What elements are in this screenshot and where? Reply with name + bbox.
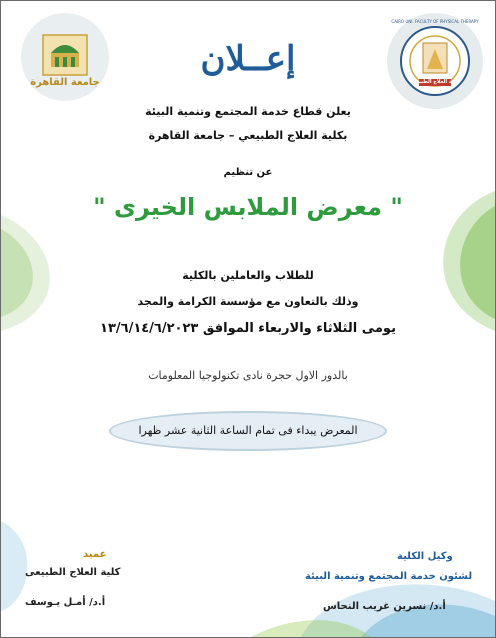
audience-line: للطلاب والعاملين بالكلية <box>182 269 314 282</box>
logo-left-label: جامعة القاهرة <box>30 77 100 88</box>
logo-right-ring-text: CAIRO UNI. FACULTY OF PHYSICAL THERAPY <box>391 19 479 24</box>
vice-dean-name: أ.د/ نسرين غريب النحاس <box>323 601 446 612</box>
sector-announcement-line: يعلن قطاع خدمة المجتمع وتنمية البيئة <box>145 105 351 118</box>
dean-name: أ.د/ أمـل يـوسف <box>25 597 106 608</box>
partner-line: وذلك بالتعاون مع مؤسسة الكرامة والمجد <box>137 295 359 308</box>
event-headline: " معرض الملابس الخيرى " <box>93 193 403 221</box>
dean-role: عميد <box>83 549 107 560</box>
vice-dean-role: وكيل الكلية <box>397 551 453 562</box>
start-time-line: المعرض يبداء فى تمام الساعة الثانية عشر ظهرا <box>138 424 358 437</box>
logo-right-label: كلية العلاج الطبيعي <box>411 79 459 85</box>
dean-org: كلية العلاج الطبيعى <box>25 567 121 578</box>
vice-dean-org: لشئون خدمة المجتمع وتنمية البيئة <box>305 571 473 582</box>
date-line: يومى الثلاثاء والاربعاء الموافق ١٣/٦/١٤/٦/٢٠٢٣ <box>100 321 396 336</box>
organizing-line: عن تنظيم <box>223 167 273 178</box>
location-line: بالدور الاول حجرة نادى تكنولوجيا المعلومات <box>148 369 348 382</box>
announcement-title: إعــلان <box>200 39 296 79</box>
faculty-line: بكلية العلاج الطبيعي – جامعة القاهرة <box>148 129 348 142</box>
